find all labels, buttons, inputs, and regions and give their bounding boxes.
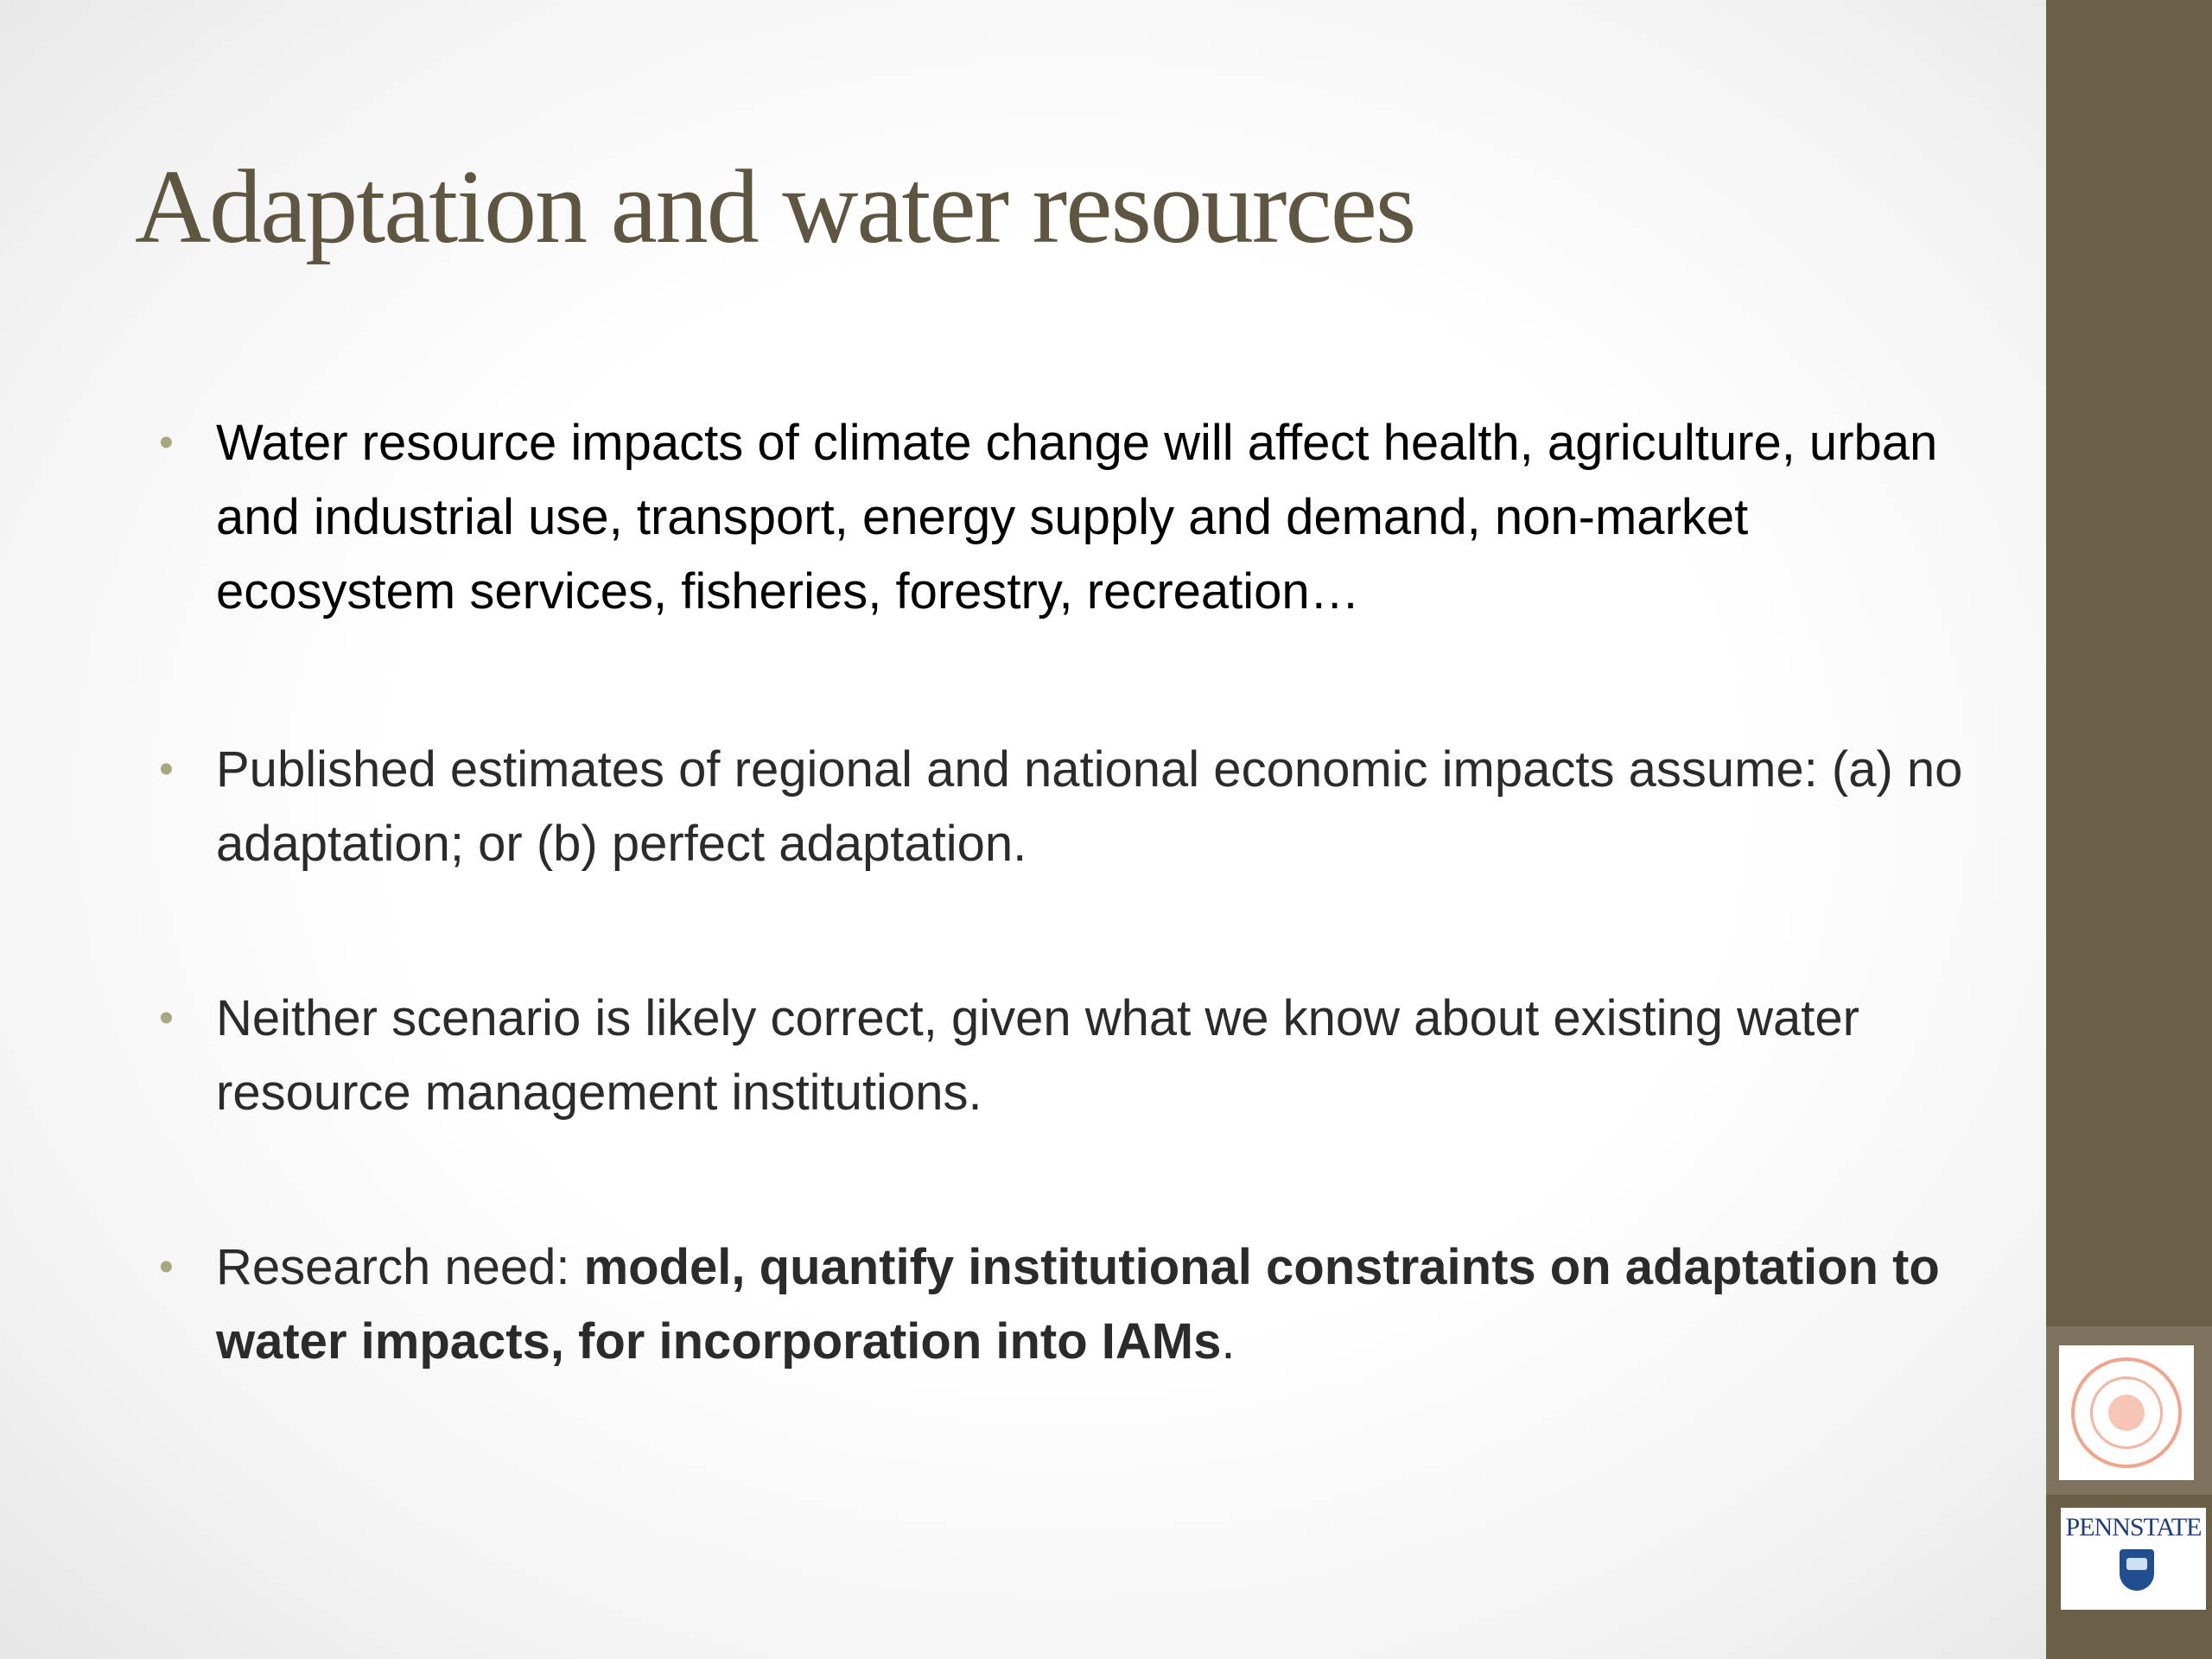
- bullet-icon: •: [159, 1244, 174, 1290]
- bullet-item: [156, 982, 1970, 1130]
- penn-state-logo: [2061, 1508, 2206, 1610]
- slide-title: Adaptation and water resources: [135, 149, 1415, 265]
- bullet-item: [156, 733, 1970, 881]
- bullet-icon: •: [159, 420, 174, 466]
- bullet-text-bold: model, quantify institutional constraints on adaptation to water impacts, for incorporation into IAMs: [216, 1239, 1940, 1370]
- bullet-text: Neither scenario is likely correct, given what we know about existing water resource management institutions.: [216, 990, 1859, 1121]
- shield-icon: [2120, 1549, 2154, 1591]
- university-seal-logo: [2059, 1345, 2194, 1480]
- bullet-icon: •: [159, 995, 174, 1041]
- bullet-item: [156, 406, 1970, 629]
- bullet-text-suffix: .: [1221, 1313, 1236, 1370]
- bullet-item: [156, 1230, 1970, 1379]
- seal-icon: [2071, 1357, 2182, 1468]
- bullet-text-prefix: Research need:: [216, 1239, 584, 1295]
- bullet-text: Published estimates of regional and national economic impacts assume: (a) no adaptation; or (b) perfect adaptation.: [216, 741, 1963, 872]
- bullet-icon: •: [159, 747, 174, 792]
- bullet-list: [156, 406, 1970, 1379]
- penn-state-wordmark: PENNSTATE: [2065, 1513, 2202, 1541]
- bullet-text: Water resource impacts of climate change will affect health, agriculture, urban and industrial use, transport, energy supply and demand, non-market ecosystem services, fisheries, forestry, recreation…: [216, 415, 1938, 620]
